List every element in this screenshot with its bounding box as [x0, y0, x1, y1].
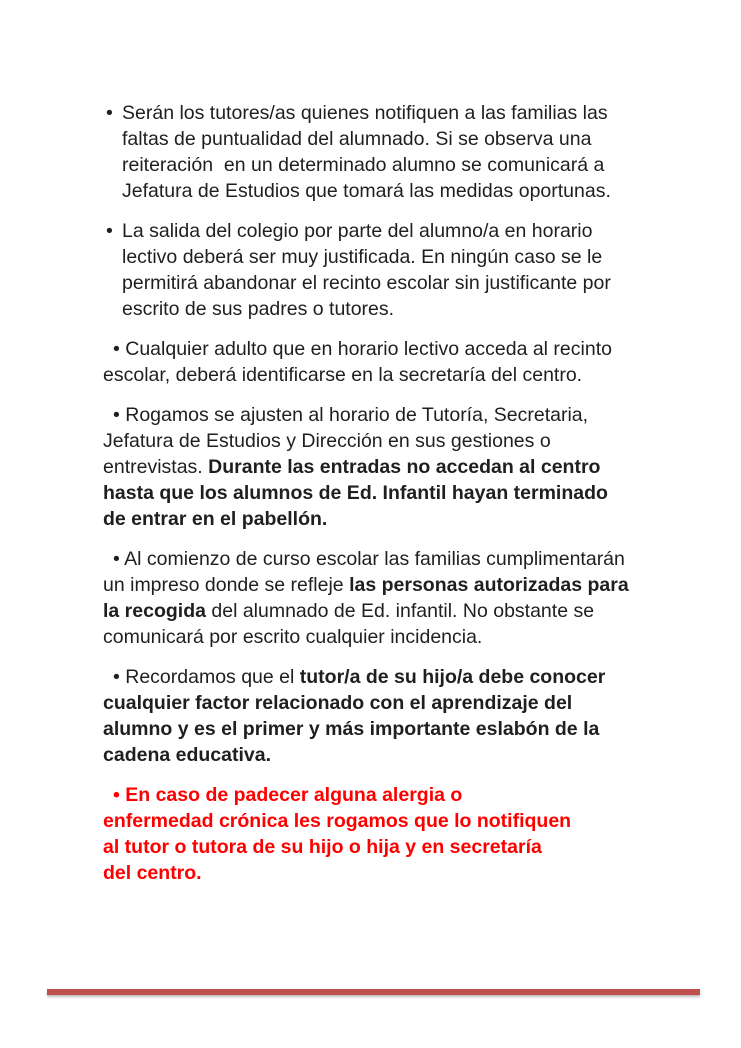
text-run: las personas autorizadas para la recogida	[103, 574, 629, 622]
text-run: Serán los tutores/as quienes notifiquen a las familias las faltas de puntualidad del alumnado. Si se observa una reiteración en un determinado alumno se comunicará a Jefatura de Estudios que tomará las medidas oportunas.	[122, 102, 611, 202]
list-item	[103, 218, 709, 322]
bullet-list	[103, 100, 709, 900]
list-item-text	[122, 218, 709, 322]
list-item-text	[122, 100, 709, 204]
text-run: • Cualquier adulto que en horario lectivo acceda al recinto escolar, deberá identificarse en la secretaría del centro.	[103, 338, 612, 386]
bullet-icon: •	[106, 220, 113, 242]
text-run: del alumnado de Ed. infantil. No obstante se comunicará por escrito cualquier incidencia.	[103, 600, 595, 648]
text-run: • Recordamos que el	[113, 666, 300, 688]
horizontal-rule	[47, 989, 700, 995]
list-item	[103, 546, 709, 650]
text-run: Durante las entradas no accedan al centro hasta que los alumnos de Ed. Infantil hayan terminado de entrar en el pabellón.	[103, 456, 608, 530]
text-run: • Rogamos se ajusten al horario de Tutoría, Secretaria, Jefatura de Estudios y Dirección en sus gestiones o entrevistas.	[103, 404, 589, 478]
text-run: • En caso de padecer alguna alergia o enfermedad crónica les rogamos que lo notifiquen al tutor o tutora de su hijo o hija y en secretaría del centro.	[103, 784, 572, 884]
bullet-icon: •	[106, 102, 113, 124]
list-item	[103, 664, 709, 768]
text-run: • Al comienzo de curso escolar las familias cumplimentarán un impreso donde se refleje	[103, 548, 625, 596]
list-item	[103, 336, 709, 388]
list-item	[103, 402, 709, 532]
list-item	[103, 782, 709, 886]
text-run: tutor/a de su hijo/a debe conocer cualquier factor relacionado con el aprendizaje del alumno y es el primer y más importante eslabón de la cadena educativa.	[103, 666, 606, 766]
list-item	[103, 100, 709, 204]
text-run: La salida del colegio por parte del alumno/a en horario lectivo deberá ser muy justificada. En ningún caso se le permitirá abandonar el recinto escolar sin justificante por escrito de sus padres o tutores.	[122, 220, 611, 320]
